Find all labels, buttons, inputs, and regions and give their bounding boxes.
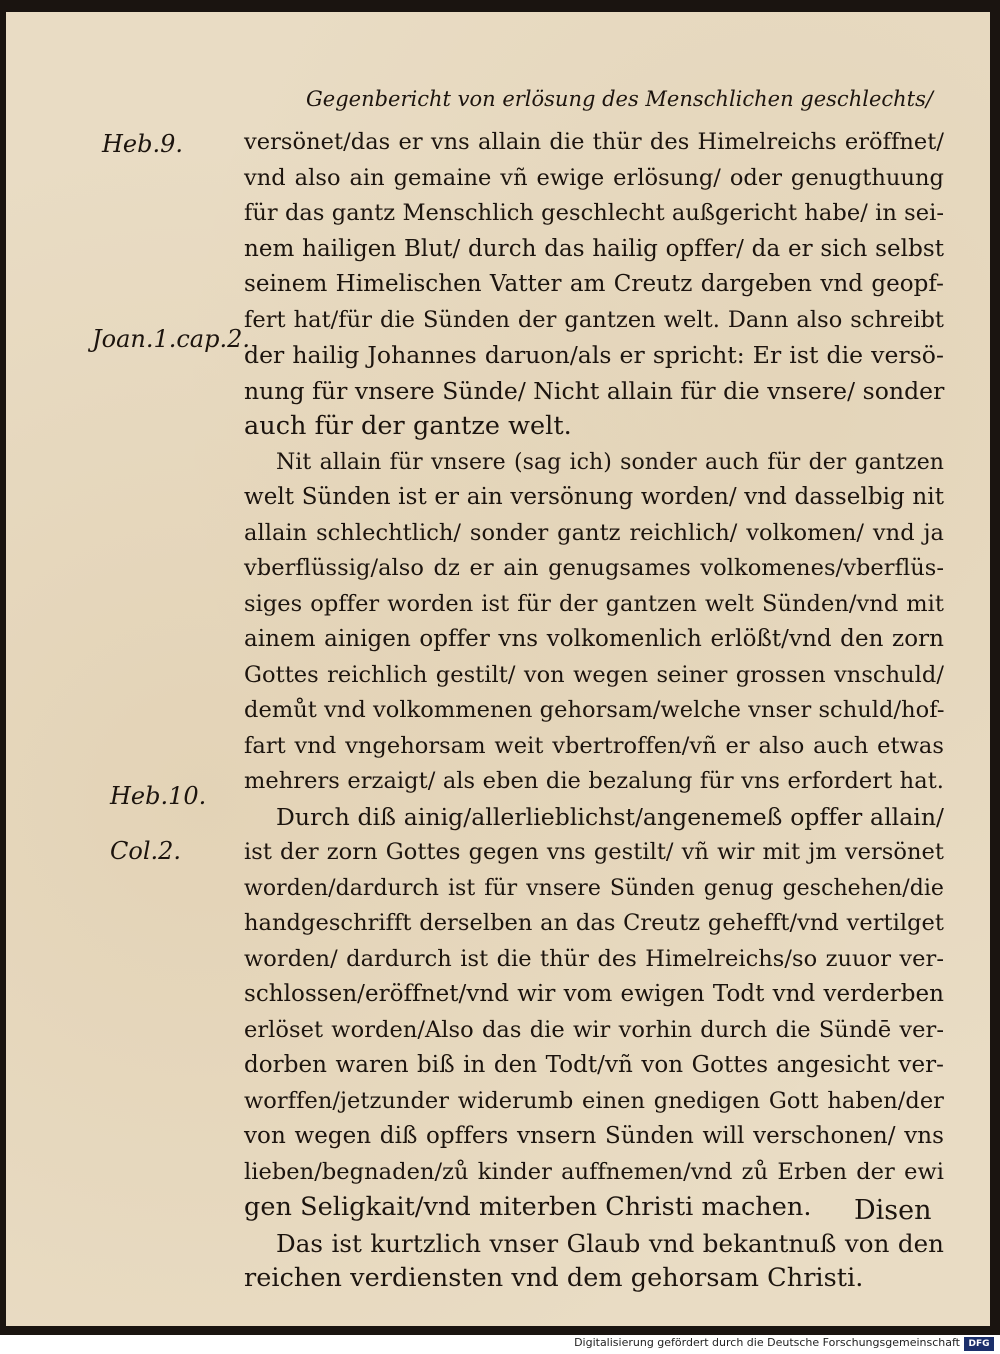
margin-note-joan: Joan.1.cap.2. — [92, 325, 251, 353]
text-line: demůt vnd volkommenen gehorsam/welche vnser schuld/hof- — [244, 697, 945, 723]
text-line: worden/dardurch ist für vnsere Sünden genug geschehen/die — [244, 875, 944, 901]
text-line: nem hailigen Blut/ durch das hailig opffer/ da er sich selbst — [244, 235, 944, 262]
text-line: siges opffer worden ist für der gantzen welt Sünden/vnd mit — [244, 590, 944, 617]
text-line: dorben waren biß in den Todt/vñ von Gottes angesicht ver- — [244, 1052, 944, 1078]
text-line: von wegen diß opffers vnsern Sünden will verschonen/ vns — [244, 1123, 944, 1149]
text-line: Durch diß ainig/allerlieblichst/angenemeß opffer allain/ — [276, 802, 944, 831]
text-line: fert hat/für die Sünden der gantzen welt. Dann also schreibt — [244, 306, 944, 333]
text-line: worden/ dardurch ist die thür des Himelreichs/so zuuor ver- — [244, 945, 944, 972]
text-line: lieben/begnaden/zů kinder auffnemen/vnd zů Erben der ewi — [244, 1158, 944, 1185]
text-line: gen Seligkait/vnd miterben Christi machen. — [244, 1192, 812, 1222]
text-line: für das gantz Menschlich geschlecht außgericht habe/ in sei- — [244, 200, 944, 226]
catchword: Disen — [854, 1195, 932, 1226]
body-text — [244, 125, 944, 1297]
funding-credit: Digitalisierung gefördert durch die Deutsche Forschungsgemeinschaft — [574, 1336, 960, 1349]
text-line: mehrers erzaigt/ als eben die bezalung für vns erfordert hat. — [244, 768, 944, 794]
text-line: schlossen/eröffnet/vnd wir vom ewigen Todt vnd verderben — [244, 981, 944, 1007]
text-line: Das ist kurtzlich vnser Glaub vnd bekantnuß von den — [276, 1228, 944, 1258]
dfg-logo-icon: DFG — [964, 1337, 994, 1351]
margin-note-col2: Col.2. — [110, 837, 182, 865]
text-line: handgeschrifft derselben an das Creutz gehefft/vnd vertilget — [244, 910, 944, 936]
text-line: nung für vnsere Sünde/ Nicht allain für die vnsere/ sonder — [244, 376, 945, 405]
text-line: Gottes reichlich gestilt/ von wegen seiner grossen vnschuld/ — [244, 661, 944, 688]
book-page — [6, 12, 990, 1326]
text-line: fart vnd vngehorsam weit vbertroffen/vñ er also auch etwas — [244, 732, 944, 759]
text-line: der hailig Johannes daruon/als er spricht: Er ist die versö- — [244, 341, 944, 369]
text-line: seinem Himelischen Vatter am Creutz dargeben vnd geopf- — [244, 271, 944, 297]
margin-note-heb9: Heb.9. — [102, 130, 184, 158]
footer-bar — [0, 1335, 1000, 1354]
text-line: allain schlechtlich/ sonder gantz reichlich/ volkomen/ vnd ja — [244, 519, 944, 546]
text-line: erlöset worden/Also das die wir vorhin durch die Sündē ver- — [244, 1016, 944, 1043]
text-line: worffen/jetzunder widerumb einen gnedigen Gott haben/der — [244, 1087, 944, 1114]
margin-note-heb10: Heb.10. — [110, 782, 207, 810]
text-line: ainem ainigen opffer vns volkomenlich erlößt/vnd den zorn — [244, 626, 944, 652]
text-line: welt Sünden ist er ain versönung worden/ vnd dasselbig nit — [244, 484, 944, 510]
running-head: Gegenbericht von erlösung des Menschlichen geschlechts/ — [306, 87, 933, 111]
text-line: reichen verdiensten vnd dem gehorsam Christi. — [244, 1263, 864, 1293]
text-line: vnd also ain gemaine vñ ewige erlösung/ oder genugthuung — [244, 164, 944, 191]
text-line: vberflüssig/also dz er ain genugsames volkomenes/vberflüs- — [244, 555, 944, 581]
text-line: auch für der gantze welt. — [244, 411, 572, 441]
text-line: ist der zorn Gottes gegen vns gestilt/ vñ wir mit jm versönet — [244, 839, 944, 865]
text-line: Nit allain für vnsere (sag ich) sonder auch für der gantzen — [276, 449, 944, 475]
text-line: versönet/das er vns allain die thür des Himelreichs eröffnet/ — [244, 129, 944, 155]
